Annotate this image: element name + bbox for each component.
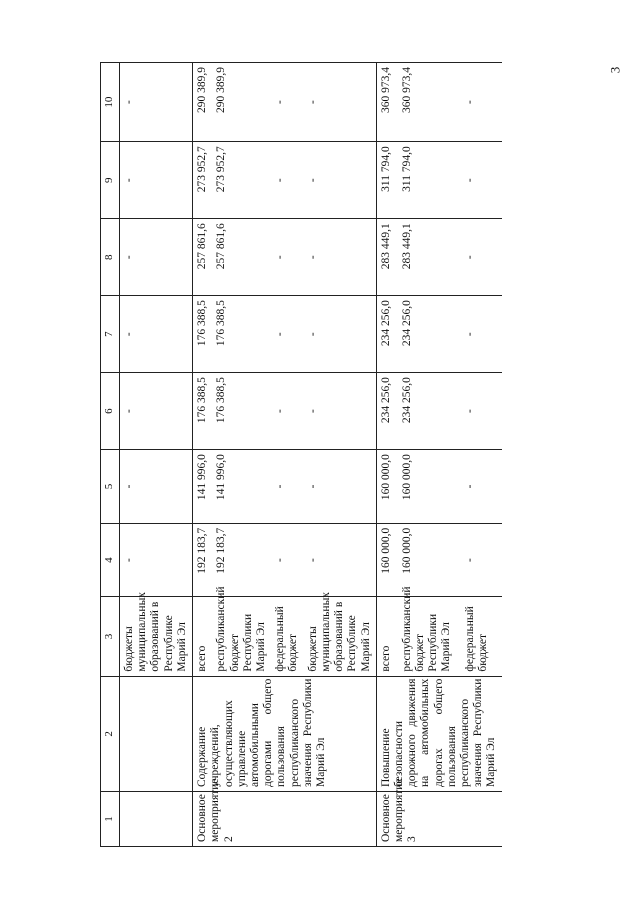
column-header: 6 [101, 373, 120, 450]
column-header: 1 [101, 792, 120, 847]
value-cell: 257 861,6 [193, 219, 213, 296]
table-row [120, 63, 193, 847]
value-cell: - [461, 296, 502, 373]
value-cell: - [461, 219, 502, 296]
budget-table [100, 62, 502, 847]
funding-source-cell: всего [376, 597, 397, 676]
activity-name-cell: Содержание учреждений, осуществляющих управление автомобильными дорогами общего пользования республиканского значения Республики Марий Эл [193, 676, 377, 791]
value-cell: - [271, 219, 303, 296]
table-row [193, 63, 213, 847]
value-cell: - [304, 219, 377, 296]
table-wrapper [100, 62, 608, 847]
value-cell: - [304, 523, 377, 597]
value-cell: 273 952,7 [212, 142, 271, 219]
column-header: 4 [101, 523, 120, 597]
value-cell: - [120, 373, 193, 450]
value-cell: 160 000,0 [398, 450, 462, 524]
funding-source-cell: федеральный бюджет [271, 597, 303, 676]
value-cell: 283 449,1 [398, 219, 462, 296]
value-cell: 141 996,0 [212, 450, 271, 524]
column-header: 8 [101, 219, 120, 296]
value-cell: 176 388,5 [193, 296, 213, 373]
funding-source-cell: федеральный бюджет [461, 597, 502, 676]
value-cell: 176 388,5 [212, 373, 271, 450]
activity-cell: Основное мероприятие 3 [376, 792, 501, 847]
value-cell: 234 256,0 [398, 296, 462, 373]
column-header: 9 [101, 142, 120, 219]
value-cell: 234 256,0 [376, 296, 397, 373]
column-header: 7 [101, 296, 120, 373]
value-cell: - [304, 63, 377, 142]
value-cell: - [271, 142, 303, 219]
value-cell: - [304, 450, 377, 524]
value-cell: 360 973,4 [376, 63, 397, 142]
value-cell: 273 952,7 [193, 142, 213, 219]
value-cell: - [271, 63, 303, 142]
value-cell: 141 996,0 [193, 450, 213, 524]
value-cell: 290 389,9 [193, 63, 213, 142]
value-cell: - [120, 450, 193, 524]
value-cell: - [461, 523, 502, 597]
value-cell: - [271, 523, 303, 597]
value-cell: 257 861,6 [212, 219, 271, 296]
funding-source-cell: республиканский бюджет Республики Марий Эл [212, 597, 271, 676]
value-cell: - [120, 523, 193, 597]
value-cell: 234 256,0 [376, 373, 397, 450]
value-cell: - [461, 142, 502, 219]
value-cell: 192 183,7 [212, 523, 271, 597]
column-header: 5 [101, 450, 120, 524]
table-row [376, 63, 397, 847]
page-number: 3 [607, 66, 623, 74]
value-cell: - [304, 142, 377, 219]
header-row [101, 63, 120, 847]
funding-source-cell: республиканский бюджет Республики Марий Эл [398, 597, 462, 676]
value-cell: 160 000,0 [376, 450, 397, 524]
value-cell: - [304, 373, 377, 450]
value-cell: - [120, 63, 193, 142]
value-cell: 360 973,4 [398, 63, 462, 142]
value-cell: 311 794,0 [376, 142, 397, 219]
value-cell: - [461, 450, 502, 524]
value-cell: - [271, 450, 303, 524]
activity-name-cell [120, 676, 193, 791]
value-cell: 160 000,0 [376, 523, 397, 597]
value-cell: 283 449,1 [376, 219, 397, 296]
value-cell: 311 794,0 [398, 142, 462, 219]
activity-name-cell: Повышение безопасности дорожного движения на автомобильных дорогах общего пользования республиканского значения Республики Марий Эл [376, 676, 501, 791]
column-header: 10 [101, 63, 120, 142]
funding-source-cell: бюджеты муниципальных образований в Республике Марий Эл [304, 597, 377, 676]
value-cell: 290 389,9 [212, 63, 271, 142]
value-cell: 234 256,0 [398, 373, 462, 450]
activity-cell [120, 792, 193, 847]
value-cell: - [304, 296, 377, 373]
rotated-table-area [100, 62, 608, 847]
value-cell: - [120, 296, 193, 373]
value-cell: 160 000,0 [398, 523, 462, 597]
value-cell: - [120, 142, 193, 219]
funding-source-cell: бюджеты муниципальных образований в Республике Марий Эл [120, 597, 193, 676]
value-cell: 192 183,7 [193, 523, 213, 597]
value-cell: 176 388,5 [212, 296, 271, 373]
value-cell: - [271, 296, 303, 373]
activity-cell: Основное мероприятие 2 [193, 792, 377, 847]
value-cell: - [120, 219, 193, 296]
column-header: 2 [101, 676, 120, 791]
value-cell: - [461, 373, 502, 450]
funding-source-cell: всего [193, 597, 213, 676]
value-cell: 176 388,5 [193, 373, 213, 450]
value-cell: - [271, 373, 303, 450]
column-header: 3 [101, 597, 120, 676]
value-cell: - [461, 63, 502, 142]
table-body [120, 63, 502, 847]
